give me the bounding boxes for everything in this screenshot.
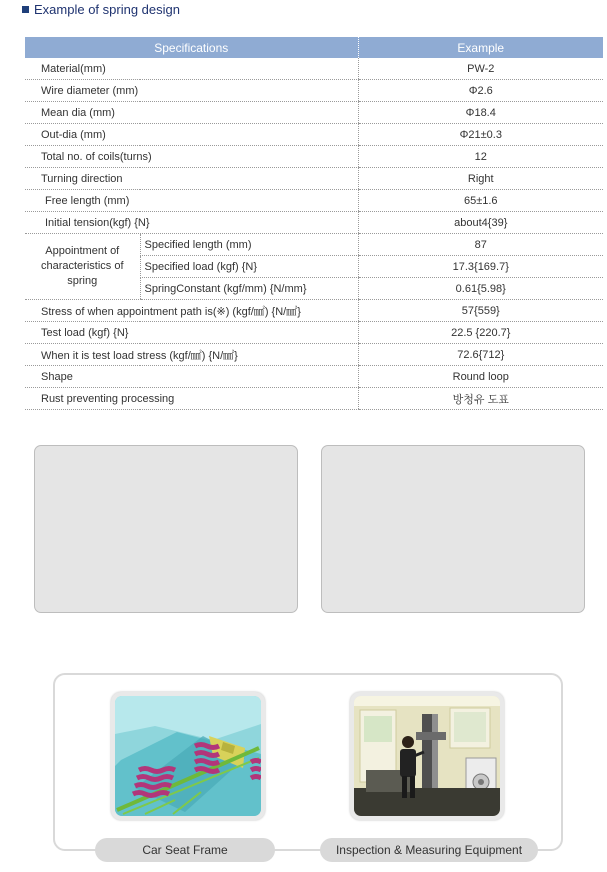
caption-car-seat-frame: Car Seat Frame: [95, 838, 275, 862]
table-row: [25, 190, 603, 212]
table-row: [25, 300, 603, 322]
blank-panel-right: [321, 445, 585, 613]
row-value: 87: [358, 234, 603, 256]
table-row: [25, 366, 603, 388]
row-label: Wire diameter (mm): [25, 80, 358, 102]
row-value: Round loop: [358, 366, 603, 388]
row-value: 12: [358, 146, 603, 168]
header-specifications: Specifications: [25, 37, 358, 58]
row-value: 65±1.6: [358, 190, 603, 212]
row-label: Out-dia (mm): [25, 124, 358, 146]
row-value: 57{559}: [358, 300, 603, 322]
inspection-equipment-photo: [354, 696, 500, 816]
row-label: Rust preventing processing: [25, 388, 358, 410]
table-row: [25, 234, 603, 256]
row-label: Shape: [25, 366, 358, 388]
row-value: Φ18.4: [358, 102, 603, 124]
row-value: PW-2: [358, 58, 603, 80]
group-label: Appointment of characteristics of spring: [25, 234, 140, 300]
table-header-row: [25, 37, 603, 58]
table-row: [25, 212, 603, 234]
section-header: [22, 1, 180, 17]
table-row: [25, 322, 603, 344]
table-row: [25, 124, 603, 146]
table-row: [25, 388, 603, 410]
row-label: Total no. of coils(turns): [25, 146, 358, 168]
row-value: 22.5 {220.7}: [358, 322, 603, 344]
table-row: [25, 146, 603, 168]
row-label: Free length (mm): [25, 190, 358, 212]
row-value: 방청유 도표: [358, 388, 603, 410]
row-label: SpringConstant (kgf/mm) {N/mm}: [140, 278, 358, 300]
row-label: Specified length (mm): [140, 234, 358, 256]
row-label: Test load (kgf) {N}: [25, 322, 358, 344]
square-bullet-icon: [22, 6, 29, 13]
row-label: Initial tension(kgf) {N}: [25, 212, 358, 234]
caption-inspection-equipment: Inspection & Measuring Equipment: [320, 838, 538, 862]
row-value: Φ2.6: [358, 80, 603, 102]
row-value: 17.3{169.7}: [358, 256, 603, 278]
section-title: Example of spring design: [34, 1, 180, 17]
car-seat-frame-photo: [115, 696, 261, 816]
row-label: Stress of when appointment path is(※) (kgf/㎟) {N/㎟}: [25, 300, 358, 322]
row-value: Right: [358, 168, 603, 190]
table-row: [25, 58, 603, 80]
photo-frame-inspection: [350, 692, 504, 820]
table-row: [25, 344, 603, 366]
blank-panel-left: [34, 445, 298, 613]
spec-table: [25, 37, 603, 410]
row-label: When it is test load stress (kgf/㎟) {N/㎟}: [25, 344, 358, 366]
table-row: [25, 102, 603, 124]
photo-frame-car-seat: [111, 692, 265, 820]
table-row: [25, 168, 603, 190]
row-label: Specified load (kgf) {N}: [140, 256, 358, 278]
row-value: Φ21±0.3: [358, 124, 603, 146]
row-value: 0.61{5.98}: [358, 278, 603, 300]
row-label: Mean dia (mm): [25, 102, 358, 124]
header-example: Example: [358, 37, 603, 58]
row-label: Turning direction: [25, 168, 358, 190]
table-row: [25, 80, 603, 102]
row-label: Material(mm): [25, 58, 358, 80]
row-value: 72.6{712}: [358, 344, 603, 366]
row-value: about4{39}: [358, 212, 603, 234]
